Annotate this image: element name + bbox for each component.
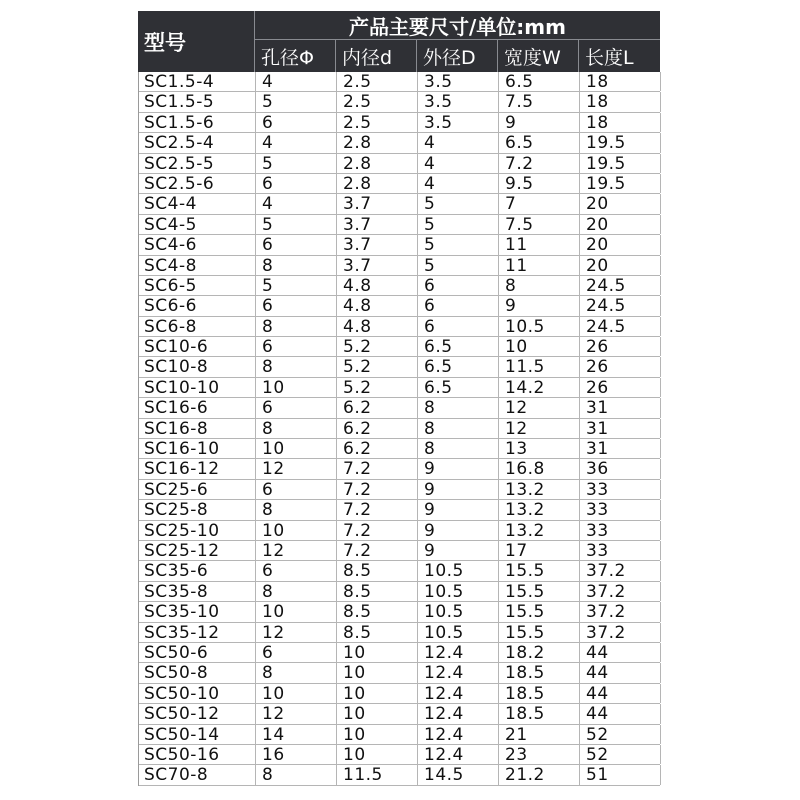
outer-diameter-cell: 5 (418, 215, 499, 234)
inner-diameter-cell: 10 (337, 745, 418, 764)
outer-diameter-cell: 4 (418, 174, 499, 193)
model-cell: SC1.5-4 (139, 72, 256, 91)
outer-diameter-cell: 3.5 (418, 72, 499, 91)
width-cell: 13.2 (499, 500, 580, 519)
hole-diameter-cell: 4 (256, 72, 337, 91)
length-cell: 33 (580, 541, 661, 560)
model-cell: SC4-6 (139, 235, 256, 254)
length-cell: 37.2 (580, 602, 661, 621)
width-cell: 18.5 (499, 684, 580, 703)
width-cell: 9 (499, 113, 580, 132)
outer-diameter-cell: 10.5 (418, 623, 499, 642)
width-cell: 18.5 (499, 704, 580, 723)
column-header-inner-diameter: 内径d (336, 40, 417, 72)
table-row (139, 337, 660, 357)
hole-diameter-cell: 4 (256, 133, 337, 152)
width-cell: 11 (499, 256, 580, 275)
hole-diameter-cell: 4 (256, 194, 337, 213)
model-cell: SC2.5-6 (139, 174, 256, 193)
spec-table (138, 11, 660, 786)
inner-diameter-cell: 3.7 (337, 194, 418, 213)
table-row (139, 154, 660, 174)
width-cell: 13.2 (499, 480, 580, 499)
length-cell: 44 (580, 643, 661, 662)
table-row (139, 72, 660, 92)
length-cell: 20 (580, 235, 661, 254)
hole-diameter-cell: 5 (256, 276, 337, 295)
model-cell: SC25-6 (139, 480, 256, 499)
model-cell: SC4-5 (139, 215, 256, 234)
outer-diameter-cell: 6.5 (418, 378, 499, 397)
hole-diameter-cell: 6 (256, 337, 337, 356)
table-row (139, 92, 660, 112)
length-cell: 51 (580, 765, 661, 784)
inner-diameter-cell: 2.5 (337, 72, 418, 91)
inner-diameter-cell: 5.2 (337, 337, 418, 356)
length-cell: 52 (580, 745, 661, 764)
width-cell: 7.5 (499, 215, 580, 234)
hole-diameter-cell: 6 (256, 235, 337, 254)
length-cell: 24.5 (580, 296, 661, 315)
table-row (139, 378, 660, 398)
width-cell: 9.5 (499, 174, 580, 193)
length-cell: 18 (580, 113, 661, 132)
width-cell: 6.5 (499, 133, 580, 152)
length-cell: 33 (580, 521, 661, 540)
model-cell: SC6-6 (139, 296, 256, 315)
width-cell: 13 (499, 439, 580, 458)
inner-diameter-cell: 6.2 (337, 419, 418, 438)
table-row (139, 480, 660, 500)
hole-diameter-cell: 8 (256, 317, 337, 336)
width-cell: 11.5 (499, 357, 580, 376)
table-row (139, 521, 660, 541)
width-cell: 15.5 (499, 602, 580, 621)
outer-diameter-cell: 10.5 (418, 561, 499, 580)
model-column-header: 型号 (138, 11, 255, 72)
table-row (139, 276, 660, 296)
outer-diameter-cell: 5 (418, 194, 499, 213)
inner-diameter-cell: 3.7 (337, 215, 418, 234)
outer-diameter-cell: 6 (418, 276, 499, 295)
width-cell: 15.5 (499, 561, 580, 580)
model-cell: SC6-5 (139, 276, 256, 295)
length-cell: 26 (580, 357, 661, 376)
inner-diameter-cell: 4.8 (337, 317, 418, 336)
hole-diameter-cell: 10 (256, 521, 337, 540)
length-cell: 44 (580, 704, 661, 723)
table-row (139, 174, 660, 194)
outer-diameter-cell: 6.5 (418, 337, 499, 356)
length-cell: 18 (580, 92, 661, 111)
hole-diameter-cell: 12 (256, 541, 337, 560)
model-cell: SC50-10 (139, 684, 256, 703)
table-row (139, 602, 660, 622)
length-cell: 26 (580, 378, 661, 397)
dimensions-group-header: 产品主要尺寸/单位:mm (255, 11, 660, 40)
inner-diameter-cell: 8.5 (337, 582, 418, 601)
hole-diameter-cell: 6 (256, 561, 337, 580)
outer-diameter-cell: 12.4 (418, 643, 499, 662)
table-row (139, 459, 660, 479)
width-cell: 7.2 (499, 154, 580, 173)
length-cell: 37.2 (580, 623, 661, 642)
table-row (139, 765, 660, 785)
width-cell: 15.5 (499, 582, 580, 601)
hole-diameter-cell: 5 (256, 92, 337, 111)
inner-diameter-cell: 2.5 (337, 113, 418, 132)
table-row (139, 235, 660, 255)
outer-diameter-cell: 3.5 (418, 113, 499, 132)
outer-diameter-cell: 12.4 (418, 684, 499, 703)
outer-diameter-cell: 5 (418, 256, 499, 275)
table-row (139, 623, 660, 643)
model-cell: SC10-10 (139, 378, 256, 397)
table-row (139, 684, 660, 704)
width-cell: 21.2 (499, 765, 580, 784)
length-cell: 44 (580, 684, 661, 703)
inner-diameter-cell: 4.8 (337, 296, 418, 315)
hole-diameter-cell: 5 (256, 154, 337, 173)
length-cell: 36 (580, 459, 661, 478)
length-cell: 44 (580, 663, 661, 682)
model-cell: SC4-4 (139, 194, 256, 213)
table-row (139, 439, 660, 459)
outer-diameter-cell: 12.4 (418, 725, 499, 744)
length-cell: 18 (580, 72, 661, 91)
length-cell: 33 (580, 500, 661, 519)
hole-diameter-cell: 6 (256, 643, 337, 662)
outer-diameter-cell: 9 (418, 500, 499, 519)
inner-diameter-cell: 7.2 (337, 459, 418, 478)
length-cell: 31 (580, 439, 661, 458)
outer-diameter-cell: 4 (418, 133, 499, 152)
model-cell: SC16-12 (139, 459, 256, 478)
inner-diameter-cell: 7.2 (337, 521, 418, 540)
outer-diameter-cell: 9 (418, 541, 499, 560)
length-cell: 20 (580, 215, 661, 234)
width-cell: 12 (499, 419, 580, 438)
model-cell: SC2.5-4 (139, 133, 256, 152)
hole-diameter-cell: 6 (256, 480, 337, 499)
table-row (139, 357, 660, 377)
table-row (139, 582, 660, 602)
model-cell: SC16-6 (139, 398, 256, 417)
length-cell: 26 (580, 337, 661, 356)
outer-diameter-cell: 12.4 (418, 704, 499, 723)
table-row (139, 704, 660, 724)
width-cell: 13.2 (499, 521, 580, 540)
hole-diameter-cell: 10 (256, 684, 337, 703)
column-header-outer-diameter: 外径D (417, 40, 498, 72)
model-cell: SC35-8 (139, 582, 256, 601)
inner-diameter-cell: 7.2 (337, 480, 418, 499)
inner-diameter-cell: 5.2 (337, 357, 418, 376)
model-cell: SC35-10 (139, 602, 256, 621)
model-cell: SC16-8 (139, 419, 256, 438)
hole-diameter-cell: 8 (256, 582, 337, 601)
table-row (139, 113, 660, 133)
model-cell: SC50-14 (139, 725, 256, 744)
hole-diameter-cell: 6 (256, 398, 337, 417)
table-row (139, 500, 660, 520)
inner-diameter-cell: 3.7 (337, 256, 418, 275)
width-cell: 23 (499, 745, 580, 764)
table-row (139, 745, 660, 765)
table-row (139, 419, 660, 439)
model-cell: SC1.5-6 (139, 113, 256, 132)
model-cell: SC35-6 (139, 561, 256, 580)
table-row (139, 133, 660, 153)
inner-diameter-cell: 10 (337, 643, 418, 662)
hole-diameter-cell: 8 (256, 357, 337, 376)
table-row (139, 541, 660, 561)
model-cell: SC50-8 (139, 663, 256, 682)
inner-diameter-cell: 7.2 (337, 541, 418, 560)
outer-diameter-cell: 6.5 (418, 357, 499, 376)
length-cell: 31 (580, 419, 661, 438)
table-body (138, 72, 660, 786)
length-cell: 24.5 (580, 276, 661, 295)
table-row (139, 663, 660, 683)
width-cell: 18.5 (499, 663, 580, 682)
length-cell: 31 (580, 398, 661, 417)
inner-diameter-cell: 6.2 (337, 398, 418, 417)
inner-diameter-cell: 5.2 (337, 378, 418, 397)
inner-diameter-cell: 6.2 (337, 439, 418, 458)
outer-diameter-cell: 3.5 (418, 92, 499, 111)
inner-diameter-cell: 4.8 (337, 276, 418, 295)
inner-diameter-cell: 8.5 (337, 561, 418, 580)
table-row (139, 561, 660, 581)
table-row (139, 725, 660, 745)
model-cell: SC35-12 (139, 623, 256, 642)
inner-diameter-cell: 2.5 (337, 92, 418, 111)
column-header-length: 长度L (585, 46, 634, 69)
width-cell: 21 (499, 725, 580, 744)
inner-diameter-cell: 11.5 (337, 765, 418, 784)
length-cell: 19.5 (580, 133, 661, 152)
inner-diameter-cell: 2.8 (337, 133, 418, 152)
outer-diameter-cell: 12.4 (418, 745, 499, 764)
inner-diameter-cell: 7.2 (337, 500, 418, 519)
hole-diameter-cell: 10 (256, 378, 337, 397)
model-cell: SC50-16 (139, 745, 256, 764)
hole-diameter-cell: 12 (256, 459, 337, 478)
outer-diameter-cell: 6 (418, 296, 499, 315)
length-cell: 20 (580, 256, 661, 275)
outer-diameter-cell: 6 (418, 317, 499, 336)
model-cell: SC16-10 (139, 439, 256, 458)
table-row (139, 256, 660, 276)
inner-diameter-cell: 3.7 (337, 235, 418, 254)
inner-diameter-cell: 10 (337, 663, 418, 682)
length-cell: 52 (580, 725, 661, 744)
hole-diameter-cell: 5 (256, 215, 337, 234)
hole-diameter-cell: 12 (256, 623, 337, 642)
outer-diameter-cell: 12.4 (418, 663, 499, 682)
length-cell: 33 (580, 480, 661, 499)
length-cell: 19.5 (580, 154, 661, 173)
model-cell: SC25-8 (139, 500, 256, 519)
length-cell: 37.2 (580, 582, 661, 601)
width-cell: 7 (499, 194, 580, 213)
width-cell: 10 (499, 337, 580, 356)
model-cell: SC50-12 (139, 704, 256, 723)
model-cell: SC10-8 (139, 357, 256, 376)
width-cell: 18.2 (499, 643, 580, 662)
inner-diameter-cell: 2.8 (337, 174, 418, 193)
outer-diameter-cell: 5 (418, 235, 499, 254)
inner-diameter-cell: 8.5 (337, 623, 418, 642)
column-header-hole-diameter: 孔径Φ (255, 40, 336, 72)
inner-diameter-cell: 10 (337, 704, 418, 723)
width-cell: 8 (499, 276, 580, 295)
table-row (139, 215, 660, 235)
model-cell: SC10-6 (139, 337, 256, 356)
model-cell: SC25-10 (139, 521, 256, 540)
model-cell: SC1.5-5 (139, 92, 256, 111)
hole-diameter-cell: 8 (256, 765, 337, 784)
table-row (139, 317, 660, 337)
outer-diameter-cell: 9 (418, 459, 499, 478)
model-cell: SC70-8 (139, 765, 256, 784)
model-cell: SC4-8 (139, 256, 256, 275)
table-row (139, 643, 660, 663)
hole-diameter-cell: 8 (256, 500, 337, 519)
column-header-width: 宽度W (498, 40, 579, 72)
length-cell: 37.2 (580, 561, 661, 580)
table-header (138, 11, 660, 72)
outer-diameter-cell: 8 (418, 419, 499, 438)
hole-diameter-cell: 8 (256, 256, 337, 275)
width-cell: 15.5 (499, 623, 580, 642)
width-cell: 14.2 (499, 378, 580, 397)
length-cell: 20 (580, 194, 661, 213)
width-cell: 16.8 (499, 459, 580, 478)
model-cell: SC6-8 (139, 317, 256, 336)
hole-diameter-cell: 14 (256, 725, 337, 744)
table-row (139, 296, 660, 316)
hole-diameter-cell: 8 (256, 419, 337, 438)
width-cell: 12 (499, 398, 580, 417)
length-cell: 19.5 (580, 174, 661, 193)
inner-diameter-cell: 10 (337, 684, 418, 703)
inner-diameter-cell: 8.5 (337, 602, 418, 621)
outer-diameter-cell: 14.5 (418, 765, 499, 784)
outer-diameter-cell: 9 (418, 521, 499, 540)
length-cell: 24.5 (580, 317, 661, 336)
model-cell: SC25-12 (139, 541, 256, 560)
hole-diameter-cell: 10 (256, 602, 337, 621)
width-cell: 10.5 (499, 317, 580, 336)
hole-diameter-cell: 8 (256, 663, 337, 682)
outer-diameter-cell: 8 (418, 439, 499, 458)
inner-diameter-cell: 2.8 (337, 154, 418, 173)
hole-diameter-cell: 16 (256, 745, 337, 764)
hole-diameter-cell: 10 (256, 439, 337, 458)
model-cell: SC2.5-5 (139, 154, 256, 173)
table-row (139, 194, 660, 214)
hole-diameter-cell: 6 (256, 113, 337, 132)
hole-diameter-cell: 6 (256, 174, 337, 193)
outer-diameter-cell: 9 (418, 480, 499, 499)
width-cell: 9 (499, 296, 580, 315)
table-row (139, 398, 660, 418)
width-cell: 11 (499, 235, 580, 254)
model-cell: SC50-6 (139, 643, 256, 662)
hole-diameter-cell: 6 (256, 296, 337, 315)
outer-diameter-cell: 10.5 (418, 602, 499, 621)
width-cell: 7.5 (499, 92, 580, 111)
hole-diameter-cell: 12 (256, 704, 337, 723)
width-cell: 17 (499, 541, 580, 560)
outer-diameter-cell: 8 (418, 398, 499, 417)
inner-diameter-cell: 10 (337, 725, 418, 744)
outer-diameter-cell: 4 (418, 154, 499, 173)
outer-diameter-cell: 10.5 (418, 582, 499, 601)
width-cell: 6.5 (499, 72, 580, 91)
